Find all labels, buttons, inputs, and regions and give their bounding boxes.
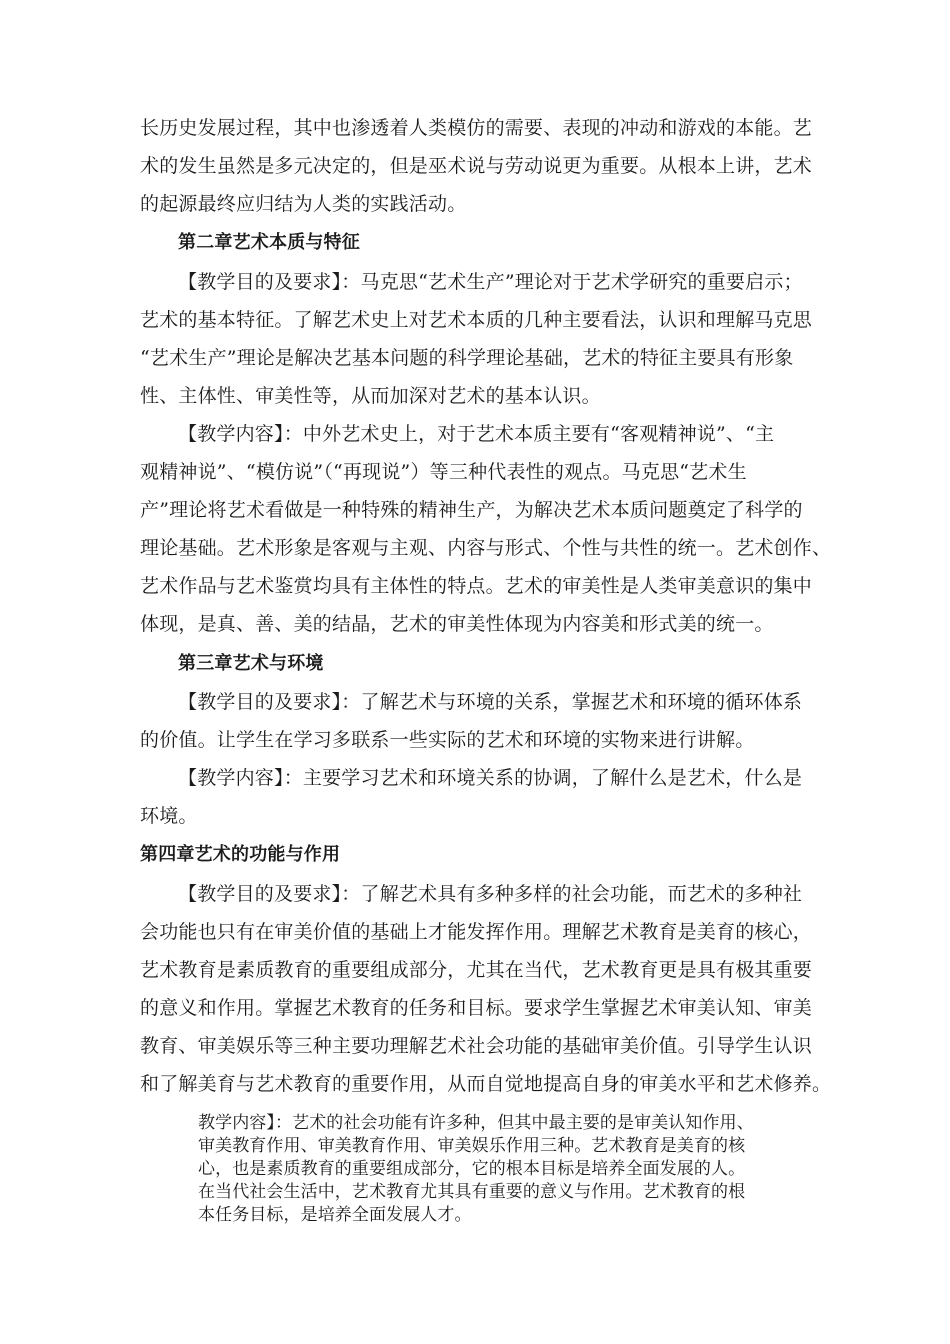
chapter2-content-line-4: 理论基础。艺术形象是客观与主观、内容与形式、个性与共性的统一。艺术创作、	[140, 537, 832, 559]
chapter4-objectives-line-4: 的意义和作用。掌握艺术教育的任务和目标。要求学生掌握艺术审美认知、审美	[140, 997, 813, 1019]
chapter4-objectives-line-1: 【教学目的及要求】：了解艺术具有多种多样的社会功能，而艺术的多种社	[178, 883, 803, 905]
chapter3-content-line-2: 环境。	[140, 805, 198, 827]
chapter4-content-line-4: 在当代社会生活中，艺术教育尤其具有重要的意义与作用。艺术教育的根	[198, 1182, 746, 1202]
chapter4-content-line-1: 教学内容】：艺术的社会功能有许多种，但其中最主要的是审美认知作用、	[198, 1113, 754, 1133]
chapter2-objectives-line-2: 艺术的基本特征。了解艺术史上对艺术本质的几种主要看法，认识和理解马克思	[140, 309, 813, 331]
chapter2-objectives-line-4: 性、主体性、审美性等，从而加深对艺术的基本认识。	[140, 385, 601, 407]
chapter2-objectives-line-1: 【教学目的及要求】：马克思“艺术生产”理论对于艺术学研究的重要启示；	[178, 271, 803, 293]
intro-line-2: 术的发生虽然是多元决定的，但是巫术说与劳动说更为重要。从根本上讲，艺术	[140, 155, 813, 177]
chapter4-content-line-5: 本任务目标，是培养全面发展人才。	[198, 1205, 472, 1225]
chapter4-title: 第四章艺术的功能与作用	[140, 844, 341, 865]
chapter2-content-line-5: 艺术作品与艺术鉴赏均具有主体性的特点。艺术的审美性是人类审美意识的集中	[140, 575, 813, 597]
chapter4-content-line-2: 审美教育作用、审美教育作用、审美娱乐作用三种。艺术教育是美育的核	[198, 1136, 746, 1156]
chapter2-content-line-3: 产”理论将艺术看做是一种特殊的精神生产，为解决艺术本质问题奠定了科学的	[140, 499, 803, 521]
chapter4-objectives-line-3: 艺术教育是素质教育的重要组成部分，尤其在当代，艺术教育更是具有极其重要	[140, 959, 813, 981]
chapter3-title: 第三章艺术与环境	[178, 653, 324, 674]
chapter4-objectives-line-2: 会功能也只有在审美价值的基础上才能发挥作用。理解艺术教育是美育的核心，	[140, 921, 813, 943]
chapter2-title: 第二章艺术本质与特征	[178, 232, 360, 253]
intro-line-1: 长历史发展过程，其中也渗透着人类模仿的需要、表现的冲动和游戏的本能。艺	[140, 117, 813, 139]
chapter2-objectives-line-3: “艺术生产”理论是解决艺基本问题的科学理论基础，艺术的特征主要具有形象	[140, 347, 794, 369]
chapter4-objectives-line-6: 和了解美育与艺术教育的重要作用，从而自觉地提高自身的审美水平和艺术修养。	[140, 1073, 832, 1095]
chapter3-objectives-line-2: 的价值。让学生在学习多联系一些实际的艺术和环境的实物来进行讲解。	[140, 729, 755, 751]
chapter2-content-line-2: 观精神说”、“模仿说”（“再现说”）等三种代表性的观点。马克思“艺术生	[140, 461, 747, 483]
chapter2-content-line-6: 体现，是真、善、美的结晶，艺术的审美性体现为内容美和形式美的统一。	[140, 613, 774, 635]
intro-line-3: 的起源最终应归结为人类的实践活动。	[140, 193, 467, 215]
chapter4-objectives-line-5: 教育、审美娱乐等三种主要功理解艺术社会功能的基础审美价值。引导学生认识	[140, 1035, 813, 1057]
chapter3-objectives-line-1: 【教学目的及要求】：了解艺术与环境的关系，掌握艺术和环境的循环体系	[178, 691, 803, 713]
chapter4-content-line-3: 心，也是素质教育的重要组成部分，它的根本目标是培养全面发展的人。	[198, 1159, 746, 1179]
chapter2-content-line-1: 【教学内容】：中外艺术史上，对于艺术本质主要有“客观精神说”、“主	[178, 423, 775, 445]
chapter3-content-line-1: 【教学内容】：主要学习艺术和环境关系的协调，了解什么是艺术，什么是	[178, 767, 803, 789]
